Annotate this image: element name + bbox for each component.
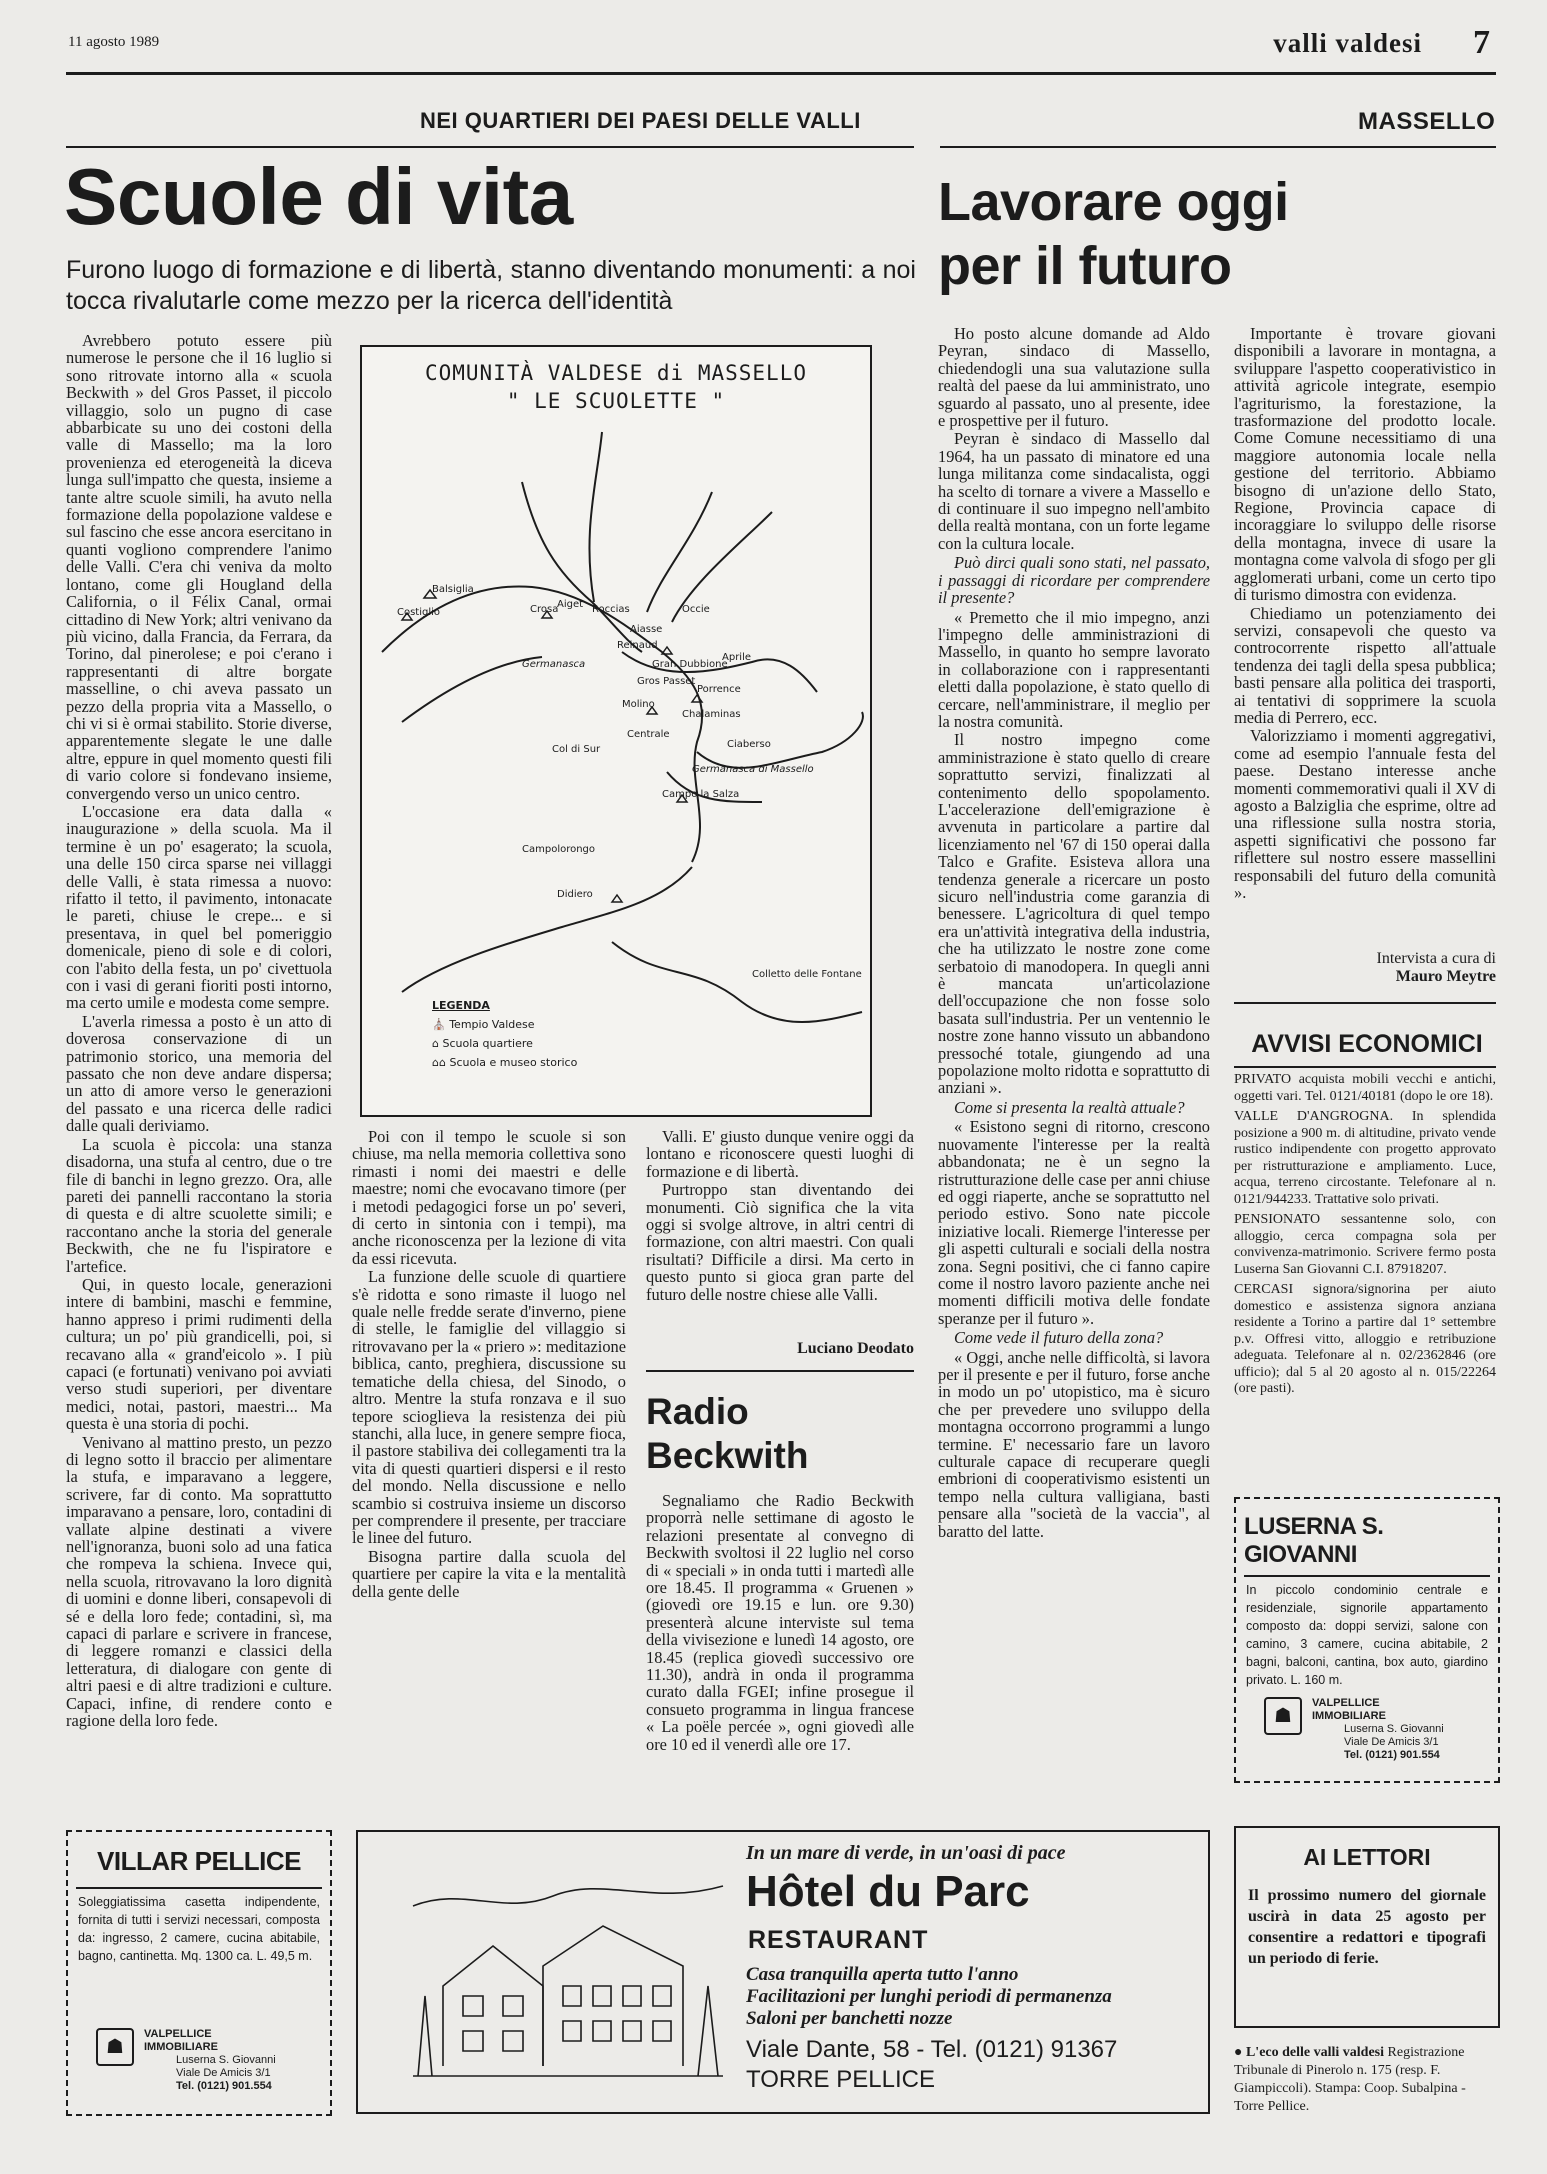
paragraph: L'averla rimessa a posto è un atto di doverosa conservazione di un patrimonio storico, una memoria del passato che non deve andare dispersa; un atto di amore verso le generazioni del passato e una ricerca delle radici dalle quali deriviamo.: [66, 1011, 332, 1136]
map-place-label: Balsiglia: [432, 584, 474, 595]
ad-hotel: [356, 1830, 1210, 2114]
classifieds-title-rule: [1234, 1066, 1496, 1068]
agency-logo-icon: ☗: [96, 2028, 134, 2066]
map-place-label: Porrence: [697, 684, 741, 695]
paragraph: « Esistono segni di ritorno, crescono nuovamente l'interesse per la realtà abbandonata; ne è un segno la ristrutturazione delle case per anni chiuse ed oggi riaperte, anche se soprattutto nel periodo estivo. Sono nate piccole iniziative locali. Riemerge l'interesse per gli aspetti culturali e sociali della nostra zona. Segni positivi, che ci fanno capire come il nostro lavoro paziente anche nei momenti difficili motiva delle fondate speranze per il futuro ».: [938, 1117, 1210, 1328]
map-legend-item: Scuola quartiere: [442, 1037, 533, 1050]
map-place-label: Occie: [682, 604, 710, 615]
readers-notice: [1234, 1826, 1500, 2028]
map-river-label: Germanasca di Massello: [692, 764, 814, 775]
paragraph: Avrebbero potuto essere più numerose le persone che il 16 luglio si sono ritrovate intorno alla « scuola Beckwith » del Gros Passet, il piccolo villaggio, solo un pugno di case abbarbicate su uno dei costoni della valle di Massello; ma la loro provenienza ed eterogeneità la diceva lunga sull'impatto che questa, insieme a tante altre scuole simili, ha avuto nella formazione della popolazione valdese e sul fascino che esse ancora esercitano in quanti vogliono comprendere l'animo delle Valli. C'era chi veniva da molto lontano, come gli Hougland della California, o il Félix Canal, ormai cittadino di New York; altri venivano da più vicino, dalla Francia, da Ferrara, da Torino, dal pinerolese; e poi c'erano i rappresentanti di altre borgate masselline, o chi aveva passato un pezzo della propria vita a Massello, o chi vi si è ormai stabilito. Storie diverse, apparentemente slegate le une dalle altre, eppure in quel momento questi fili di vario colore si fondevano insieme, convergendo verso un unico centro.: [66, 332, 332, 803]
colophon-bullet: ●: [1234, 2045, 1243, 2060]
paragraph: L'occasione era data dalla « inaugurazione » della scuola. Ma il termine è un po' esagerato; la scuola, una delle 150 circa sparse nei villaggi delle Valli, è stata rimessa a nuovo: rifatto il tetto, il pavimento, intonacate le pareti, chiuse le crepe... e si presentava, in quel bel pomeriggio domenicale, pieno di sole e di colori, con l'abito della festa, un po' civettuola con i vasi di gerani fioriti posti intorno, ma certo umile e modesta come sempre.: [66, 801, 332, 1013]
colophon-title: L'eco delle valli valdesi: [1245, 2045, 1385, 2060]
map-place-label: Crosa: [530, 604, 559, 615]
radio-text: [646, 1492, 914, 1822]
map-place-label: Didiero: [557, 889, 593, 900]
map-drawing: [362, 422, 870, 1062]
section-rule-left: [66, 146, 914, 148]
paragraph: Chiediamo un potenziamento dei servizi, consapevoli che questo va controcorrente rispetto all'attuale tendenza dei tagli della spesa pubblica; basti pensare alla politica dei trasporti, ai tentativi di sopprimere la scuola media di Perrero, ecc.: [1234, 603, 1496, 727]
hotel-illustration: [403, 1846, 733, 2096]
interview-credit: Intervista a cura di: [1376, 950, 1496, 967]
map-figure: [360, 345, 872, 1117]
article2-column-1: [938, 325, 1210, 1815]
hotel-name: Hôtel du Parc: [746, 1867, 1030, 1916]
ad-villar-text: Soleggiatissima casetta indipendente, fornita di tutti i servizi necessari, composta da: ingresso, 2 camere, cucina abitabile, bagno, cantinetta. Mq. 1300 ca. L. 49,5 m.: [78, 1895, 320, 1963]
article-column-2: [352, 1128, 626, 1818]
hotel-tagline: In un mare di verde, in un'oasi di pace: [746, 1842, 1066, 1864]
agency-address-1: Luserna S. Giovanni: [1344, 1723, 1444, 1735]
paragraph: Può dirci quali sono stati, nel passato, i passaggi di ricordare per comprendere il presente?: [938, 553, 1210, 608]
agency-address-1: Luserna S. Giovanni: [176, 2054, 276, 2066]
article-column-1: [66, 332, 332, 1822]
section-title-right: MASSELLO: [1358, 108, 1496, 135]
paragraph: Purtroppo stan diventando dei monumenti. Ciò significa che la vita oggi si svolge altrove, in altri centri di formazione, con altri maestri. Con quali risultati? Difficile a dirsi. Ma certo in questo punto si gioca gran parte del futuro delle nostre chiese alle Valli.: [646, 1180, 914, 1304]
map-place-label: Roccias: [592, 604, 630, 615]
map-place-label: Centrale: [627, 729, 670, 740]
article-column-3: [646, 1128, 914, 1358]
section-rule-right: [940, 146, 1496, 148]
agency-phone: Tel. (0121) 901.554: [1344, 1749, 1440, 1761]
hotel-line-1: Casa tranquilla aperta tutto l'anno: [746, 1964, 1019, 1985]
article2-title: Lavorare oggi: [938, 172, 1289, 232]
article2-title-2: per il futuro: [938, 236, 1232, 296]
map-place-label: Col di Sur: [552, 744, 601, 755]
paragraph: Peyran è sindaco di Massello dal 1964, ha un passato di minatore ed una lunga militanza come sindacalista, oggi ha scelto di tornare a vivere a Massello e di continuare il suo impegno nell'ambito della realtà montana, con un forte legame con la cultura locale.: [938, 429, 1210, 553]
paragraph: Come vede il futuro della zona?: [954, 1328, 1164, 1348]
page-number: 7: [1473, 24, 1490, 61]
map-place-label: Campolorongo: [522, 844, 596, 855]
map-river-label: Germanasca: [522, 659, 586, 670]
interview-author: Mauro Meytre: [1395, 968, 1496, 985]
hotel-line-2: Facilitazioni per lunghi periodi di permanenza: [746, 1986, 1112, 2007]
ad-villar: [66, 1830, 332, 2116]
paragraph: Ho posto alcune domande ad Aldo Peyran, sindaco di Massello, chiedendogli una sua valutazione sulla realtà del paese da lui amministrato, uno sguardo al passato, uno al presente, idee e prospettive per il futuro.: [938, 325, 1210, 431]
header-rule: [66, 72, 1496, 75]
agency-name: VALPELLICE IMMOBILIARE: [1312, 1697, 1386, 1722]
classifieds-list: [1234, 1072, 1496, 1402]
map-subtitle: " LE SCUOLETTE ": [506, 389, 726, 413]
author-rule: [646, 1370, 914, 1372]
issue-date: 11 agosto 1989: [68, 34, 160, 50]
paragraph: Valorizziamo i momenti aggregativi, come ad esempio l'annuale festa del paese. Destano interesse anche momenti commemorativi quali il XV di agosto a Balziglia che esprime, oltre ad una riflessione sulla nostra storia, aspetti significativi che possono far riflettere sul nostro essere massellini responsabili del futuro della comunità ».: [1234, 726, 1496, 902]
map-place-label: Aiasse: [630, 624, 663, 635]
map-place-label: Costiglio: [397, 607, 441, 618]
classified-ad: PRIVATO acquista mobili vecchi e antichi, oggetti vari. Tel. 0121/40181 (dopo le ore 18).: [1234, 1072, 1496, 1104]
radio-paragraph: Segnaliamo che Radio Beckwith proporrà nelle settimane di agosto le relazioni presentate al convegno di Beckwith svoltosi il 22 luglio nel corso di « speciali » in onda tutti i martedì alle ore 18.45. Il programma « Gruenen » (giovedì ore 19.15 e lun. ore 9.30) presenterà alcune interviste sul tema della vivisezione e lunedì 14 agosto, ore 18.45 (replica giovedì successivo ore 11.30), andrà in onda il programma curato dalla FGEI; infine prosegue il consueto programma in lingua francese « La poële percée », ogni giovedì alle ore 10 ed il venerdì alle ore 17.: [646, 1492, 914, 1754]
school-icon: ⌂: [432, 1037, 439, 1050]
agency-name: VALPELLICE IMMOBILIARE: [144, 2028, 218, 2053]
map-place-label: Reinaud: [617, 640, 658, 651]
ad-luserna-text: In piccolo condominio centrale e residenziale, signorile appartamento composto da: doppi servizi, salone con camino, 3 camere, cucina abitabile, 2 bagni, balconi, cantina, box auto, giardino privato. L. 160 m.: [1246, 1583, 1488, 1687]
paragraph: Poi con il tempo le scuole si son chiuse, ma nella memoria collettiva sono rimasti i nomi dei maestri e delle maestre; nomi che evocavano timore (per i metodi pedagogici forse un po' severi, di certo in sintonia con i tempi), ma anche riconoscenza per la lezione di vita da essi ricevuta.: [352, 1128, 626, 1268]
hotel-city: TORRE PELLICE: [746, 2066, 935, 2093]
paragraph: Come si presenta la realtà attuale?: [954, 1097, 1185, 1117]
readers-title: AI LETTORI: [1303, 1844, 1431, 1870]
map-place-label: Ciaberso: [727, 739, 771, 750]
article-subtitle: Furono luogo di formazione e di libertà, stanno diventando monumenti: a noi tocca rivalutarle come mezzo per la ricerca dell'identità: [66, 256, 916, 315]
hotel-restaurant: RESTAURANT: [748, 1926, 929, 1954]
paragraph: Qui, in questo locale, generazioni intere di bambini, maschi e femmine, hanno appreso i primi rudimenti della cultura; un po' più grandicelli, poi, si recavano alla « grand'eicolo ». I più capaci (e fortunati) venivano poi avviati verso studi superiori, per diventare medici, notai, pastori, maestri... Ma questa è una storia di pochi.: [66, 1274, 332, 1434]
agency-address-2: Viale De Amicis 3/1: [176, 2067, 271, 2079]
radio-title-2: Beckwith: [646, 1435, 809, 1476]
paragraph: Venivano al mattino presto, un pezzo di legno sotto il braccio per alimentare la stufa, e imparavano a leggere, scrivere, far di conto. Ma soprattutto imparavano a pensare, loro, contadini di vallate alpine destinati a vivere nell'ignoranza, buoni solo ad una fatica che rompeva la schiena. Invece qui, nella scuola, ritrovavano la loro dignità di uomini e donne liberi, consapevoli di sé e della loro fede; contadini, sì, ma capaci di parlare e scrivere in francese, di leggere romanzi e classici della letteratura, di dialogare con gente di altri paesi e di altre tradizioni e culture. Capaci, infine, di rendere conto e ragione della loro fede.: [66, 1432, 332, 1731]
map-place-label: Aiget: [557, 599, 584, 610]
classified-ad: PENSIONATO sessantenne solo, con alloggio, cerca compagna sola per convivenza-matrimonio. Scrivere fermo posta Luserna San Giovanni C.I. 87918207.: [1234, 1212, 1496, 1277]
map-place-label: Chalaminas: [682, 709, 741, 720]
map-place-label: Gros Passet: [637, 676, 696, 687]
map-place-label: Colletto delle Fontane: [752, 969, 862, 980]
ad-villar-title: VILLAR PELLICE: [76, 1846, 322, 1889]
article-author: Luciano Deodato: [797, 1340, 914, 1357]
paragraph: Importante è trovare giovani disponibili a lavorare in montagna, a sviluppare l'aspetto cooperativistico in attività agricole integrate, esempio l'agriturismo, la forestazione, la trasformazione del prodotto locale. Come Comune necessitiamo di una maggiore autonomia locale nella gestione del territorio. Abbiamo bisogno di un'azione dello Stato, Regione, Provincia capace di incoraggiare lo sviluppo delle risorse della montagna, invece di usare la montagna come valvola di sfogo per gli agglomerati urbani, come un certo tipo di turismo dimostra con evidenza.: [1234, 325, 1496, 605]
paragraph: La scuola è piccola: una stanza disadorna, una stufa al centro, due o tre file di banchi in legno grezzo. Ora, alle pareti dei pannelli raccontano la storia di questa e di altre scuolette simili; e raccontano anche la storia del generale Beckwith, che ne fu l'ispiratore e l'artefice.: [66, 1134, 332, 1276]
classified-ad: CERCASI signora/signorina per aiuto domestico e assistenza signora anziana residente a Torino a partire dal 1° settembre p.v. Offresi vitto, alloggio e retribuzione adeguata. Telefonare al n. 02/2362846 (ore ufficio); dal 5 al 20 agosto al n. 015/22264 (ore pasti).: [1234, 1282, 1496, 1396]
article-title: Scuole di vita: [64, 152, 573, 241]
hotel-address: Viale Dante, 58 - Tel. (0121) 91367: [746, 2036, 1118, 2063]
paragraph: Valli. E' giusto dunque venire oggi da lontano e riconoscere questi luoghi di formazione e di libertà.: [646, 1128, 914, 1181]
map-place-label: Molino: [622, 699, 655, 710]
classifieds-rule: [1234, 1002, 1496, 1004]
map-legend-item: Tempio Valdese: [449, 1018, 535, 1031]
map-place-label: Campo la Salza: [662, 789, 740, 800]
map-legend-title: LEGENDA: [432, 999, 490, 1012]
readers-text: Il prossimo numero del giornale uscirà in data 25 agosto per consentire a redattori e tipografi un periodo di ferie.: [1248, 1887, 1486, 1967]
museum-icon: ⌂⌂: [432, 1056, 446, 1069]
map-title: COMUNITÀ VALDESE di MASSELLO: [424, 361, 807, 385]
ad-luserna-title: LUSERNA S. GIOVANNI: [1244, 1513, 1490, 1577]
agency-phone: Tel. (0121) 901.554: [176, 2080, 272, 2092]
church-icon: ⛪: [432, 1018, 446, 1031]
paragraph: La funzione delle scuole di quartiere s'è ridotta e sono rimaste il luogo nel quale nelle fredde serate d'inverno, piene di stelle, le famiglie del villaggio si ritrovavano per la « priero »: meditazione biblica, canto, preghiera, discussione su tematiche della chiesa, del Sinodo, o altro. Mentre la stufa ronzava e il suo tepore scioglieva la resistenza dei più stanchi, alla luce, in genere sempre fioca, il pastore stabiliva dei collegamenti tra la vita di questi quartieri dispersi e il resto del mondo. Nella discussione e nello scambio si costruiva insieme un discorso per comprendere il presente, per tracciare le linee del futuro.: [352, 1267, 626, 1548]
agency-address-2: Viale De Amicis 3/1: [1344, 1736, 1439, 1748]
paragraph: Il nostro impegno come amministrazione è stato quello di creare soprattutto servizi, finalizzati al contenimento dello spopolamento. L'accelerazione dell'emigrazione è avvenuta in particolare a partire dal licenziamento nel '67 di 150 operai dalla Talco e Grafite. Esisteva allora una tendenza generale a ricercare un posto sicuro nell'industria come garanzia di benessere. L'agricoltura di quel tempo era un'attività integrativa della industria, che ha utilizzato le nostre zone come serbatoio di manodopera. In quegli anni è mancata un'articolazione dell'occupazione che non fosse solo basata sull'industria. Per un ventennio le nostre zone hanno vissuto un abbandono pressoché totale, giungendo ad una popolazione molto ridotta e soprattutto di anziani ».: [938, 730, 1210, 1098]
map-place-label: Aprile: [722, 652, 752, 663]
section-title: NEI QUARTIERI DEI PAESI DELLE VALLI: [420, 108, 861, 133]
map-legend-item: Scuola e museo storico: [449, 1056, 578, 1069]
newspaper-name: valli valdesi: [1273, 28, 1422, 58]
ad-luserna: [1234, 1497, 1500, 1783]
paragraph: « Premetto che il mio impegno, anzi l'impegno delle amministrazioni di Massello, in quanto ho sempre lavorato in collaborazione con i rappresentanti eletti dalla popolazione, è stato quello di cercare, nell'amministrare, il meglio per la nostra comunità.: [938, 607, 1210, 731]
paragraph: « Oggi, anche nelle difficoltà, si lavora per il presente e per il futuro, forse anche in modo un po' utopistico, ma è sicuro che per prevedere uno sviluppo della montagna occorrono programmi a lungo termine. E' necessario fare un lavoro culturale capace di recuperare quegli embrioni di cooperativismo esistenti un tempo nella cultura valligiana, basti pensare alla "società de la vaccia", al baratto del latte.: [938, 1347, 1210, 1541]
classifieds-title: AVVISI ECONOMICI: [1251, 1030, 1483, 1058]
classified-ad: VALLE D'ANGROGNA. In splendida posizione a 900 m. di altitudine, privato vende rustico indipendente con progetto approvato per ristrutturazione e ampliamento. Luce, acqua, terreno circostante. Telefonare al n. 0121/944233. Trattative solo privati.: [1234, 1109, 1496, 1207]
hotel-line-3: Saloni per banchetti nozze: [746, 2008, 953, 2029]
article2-column-2: [1234, 325, 1496, 955]
agency-logo-icon: ☗: [1264, 1697, 1302, 1735]
radio-title: Radio: [646, 1391, 749, 1432]
map-place-label: Gran Dubbione: [652, 659, 728, 670]
paragraph: Bisogna partire dalla scuola del quartiere per capire la vita e la mentalità della gente delle: [352, 1546, 626, 1601]
colophon-text: Registrazione Tribunale di Pinerolo n. 175 (resp. F. Giampiccoli). Stampa: Coop. Subalpina - Torre Pellice.: [1234, 2045, 1466, 2114]
